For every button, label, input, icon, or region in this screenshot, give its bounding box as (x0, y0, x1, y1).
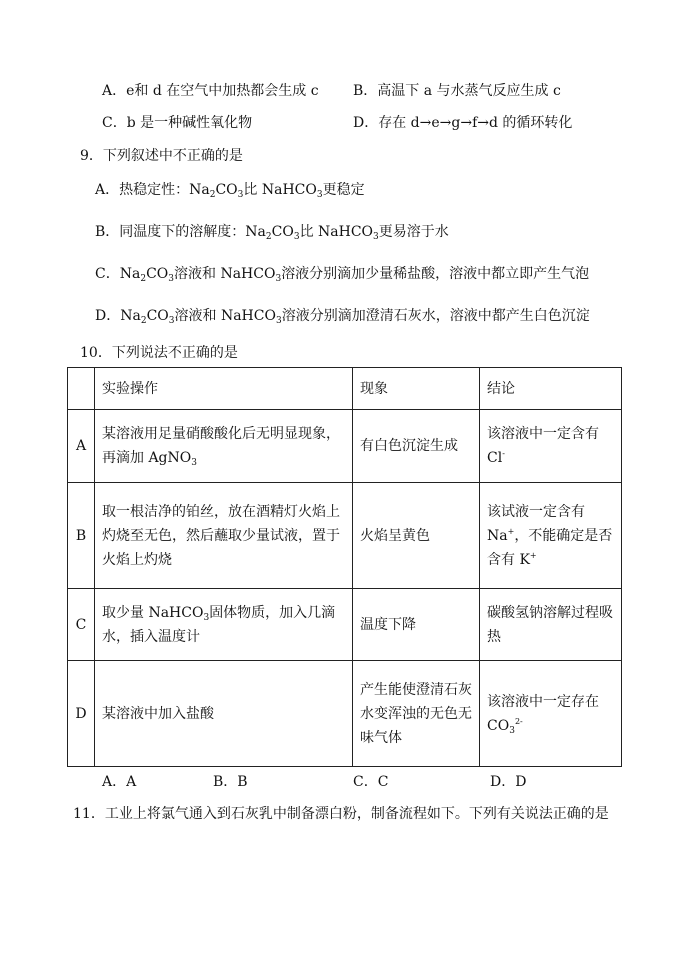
row-phenomenon: 有白色沉淀生成 (353, 410, 480, 483)
header-conclusion: 结论 (480, 368, 622, 410)
header-phenomenon: 现象 (353, 368, 480, 410)
row-label: B (68, 483, 95, 589)
header-operation: 实验操作 (95, 368, 353, 410)
row-conclusion: 该试液一定含有 Na+，不能确定是否含有 K+ (480, 483, 622, 589)
row-phenomenon: 产生能使澄清石灰水变浑浊的无色无味气体 (353, 661, 480, 767)
table-row (68, 483, 622, 589)
q8-option-c: C．b 是一种碱性氧化物 (102, 115, 253, 131)
q10-option-c: C．C (353, 774, 389, 790)
table-row (68, 661, 622, 767)
q10-option-d: D．D (490, 774, 527, 790)
row-operation: 取少量 NaHCO$_3$固体物质，加入几滴水，插入温度计 (95, 589, 353, 661)
row-conclusion: 碳酸氢钠溶解过程吸热 (480, 589, 622, 661)
row-operation: 取一根洁净的铂丝，放在酒精灯火焰上灼烧至无色，然后蘸取少量试液，置于火焰上灼烧 (95, 483, 353, 589)
q9-option-d: D．$Na_2CO_3$溶液和 NaHCO$_3$溶液分别滴加澄清石灰水，溶液中都产生白色沉淀 (95, 308, 590, 326)
row-operation: 某溶液用足量硝酸酸化后无明显现象， 再滴加 AgNO$_3$ (95, 410, 353, 483)
q8-option-d: D．存在 d→e→g→f→d 的循环转化 (353, 115, 573, 131)
row-label: D (68, 661, 95, 767)
row-conclusion: 该溶液中一定含有 Cl- (480, 410, 622, 483)
row-conclusion: 该溶液中一定存在 $CO_3^{2-}$ (480, 661, 622, 767)
q8-option-a: A．e和 d 在空气中加热都会生成 c (102, 83, 319, 99)
q9-option-c: C．$Na_2CO_3$溶液和 NaHCO$_3$溶液分别滴加少量稀盐酸，溶液中都立即产生气泡 (95, 266, 590, 284)
table-row (68, 589, 622, 661)
q10-option-b: B．B (213, 774, 248, 790)
row-phenomenon: 温度下降 (353, 589, 480, 661)
row-operation: 某溶液中加入盐酸 (95, 661, 353, 767)
q10-option-a: A．A (102, 774, 137, 790)
q8-option-b: B．高温下 a 与水蒸气反应生成 c (353, 83, 561, 99)
q11-stem: 11．工业上将氯气通入到石灰乳中制备漂白粉，制备流程如下。下列有关说法正确的是 (73, 806, 609, 822)
row-label: C (68, 589, 95, 661)
q10-stem: 10．下列说法不正确的是 (80, 345, 238, 361)
table-header-row (68, 368, 622, 410)
table-row (68, 410, 622, 483)
q9-option-b: B．同温度下的溶解度：$Na_2CO_3$比 NaHCO$_3$更易溶于水 (95, 224, 449, 242)
q9-stem: 9．下列叙述中不正确的是 (80, 148, 243, 164)
row-phenomenon: 火焰呈黄色 (353, 483, 480, 589)
row-label: A (68, 410, 95, 483)
experiment-table (67, 367, 622, 767)
q9-option-a: A．热稳定性：$Na_2CO_3$比 NaHCO$_3$更稳定 (95, 182, 365, 200)
